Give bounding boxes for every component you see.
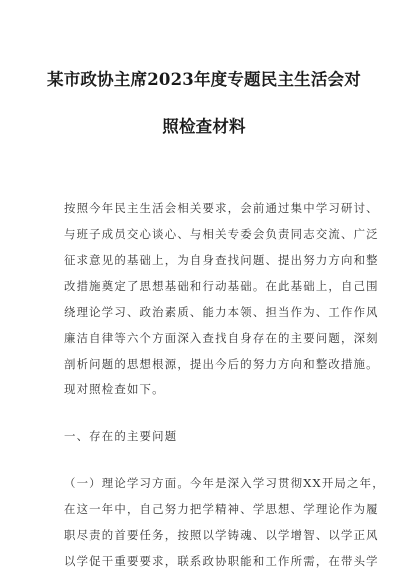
subsection-line-2: 在这一年中，自己努力把学精神、学思想、学理论作为履 <box>64 502 379 516</box>
intro-line-1: 按照今年民主生活会相关要求，会前通过集中学习研讨、 <box>64 201 379 215</box>
intro-line-7: 剖析问题的思想根源，提出今后的努力方向和整改措施。 <box>64 357 379 371</box>
section-heading: 一、存在的主要问题 <box>64 429 178 443</box>
intro-line-4: 改措施奠定了思想基础和行动基础。在此基础上，自己围 <box>64 279 379 293</box>
intro-line-6: 廉洁自律等六个方面深入查找自身存在的主要问题，深刻 <box>64 331 379 345</box>
document-title-line-1: 某市政协主席2023年度专题民主生活会对 <box>47 70 361 89</box>
intro-line-5: 绕理论学习、政治素质、能力本领、担当作为、工作作风 <box>64 305 379 319</box>
subsection-line-1: （一）理论学习方面。今年是深入学习贯彻XX开局之年， <box>64 476 385 490</box>
intro-line-3: 征求意见的基础上，为自身查找问题、提出努力方向和整 <box>64 253 379 267</box>
document-title-line-2: 照检查材料 <box>162 117 246 136</box>
subsection-line-4: 以学促干重要要求，联系政协职能和工作所需，在带头学 <box>64 554 379 568</box>
subsection-line-3: 职尽责的首要任务，按照以学铸魂、以学增智、以学正风 <box>64 528 379 542</box>
intro-line-8: 现对照检查如下。 <box>64 382 165 396</box>
intro-line-2: 与班子成员交心谈心、与相关专委会负责同志交流、广泛 <box>64 227 379 241</box>
